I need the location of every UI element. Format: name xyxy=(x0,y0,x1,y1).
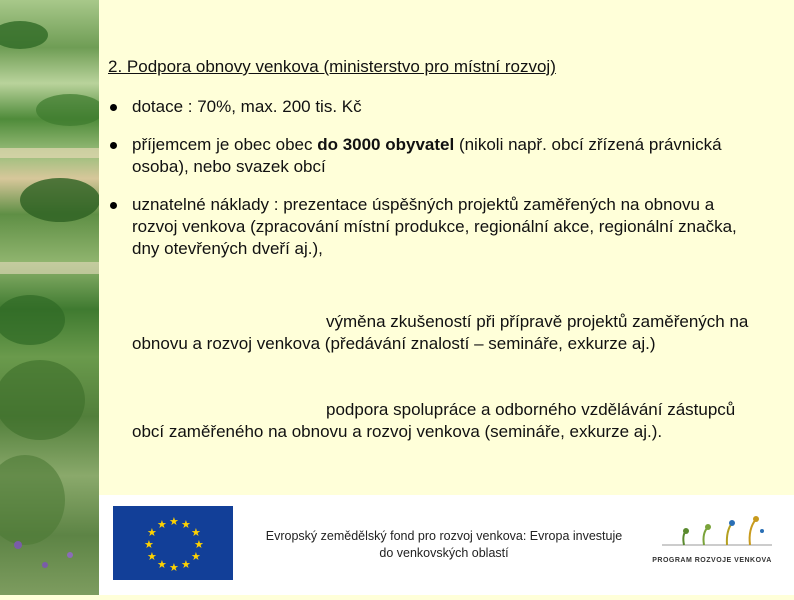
bullet-text: dotace : 70%, max. 200 tis. Kč xyxy=(132,97,362,116)
bullet-dot-icon xyxy=(110,104,117,111)
bullet-text-pre: příjemcem je obec obec xyxy=(132,135,318,154)
paragraph xyxy=(132,311,762,355)
bullet-text-strong: do 3000 obyvatel xyxy=(317,135,455,154)
bullet-text-post: (nikoli např. obcí zřízená právnická osoba), nebo svazek obcí xyxy=(132,135,722,176)
eu-star: ★ xyxy=(147,551,157,563)
eu-star: ★ xyxy=(194,539,204,551)
footer-text: Evropský zemědělský fond pro rozvoj venkova: Evropa investuje do venkovských oblastí xyxy=(265,529,623,560)
paragraph-text: výměna zkušeností při přípravě projektů zaměřených na obnovu a rozvoj venkova (předávání znalostí – semináře, exkurze aj.) xyxy=(132,312,749,353)
eu-star: ★ xyxy=(157,559,167,571)
eu-star: ★ xyxy=(147,527,157,539)
footer xyxy=(99,495,794,595)
bullet-item xyxy=(108,194,758,260)
landscape-photo-svg xyxy=(0,0,99,595)
eu-star: ★ xyxy=(157,519,167,531)
prv-logo-label: PROGRAM ROZVOJE VENKOVA xyxy=(652,557,772,564)
eu-flag-icon xyxy=(113,506,233,580)
bullet-dot-icon xyxy=(110,202,117,209)
eu-star-ring xyxy=(144,516,204,574)
slide-title: 2. Podpora obnovy venkova (ministerstvo pro místní rozvoj) xyxy=(108,57,556,76)
bullet-text: uznatelné náklady : prezentace úspěšných projektů zaměřených na obnovu a rozvoj venkova (zpracování místní produkce, regionální akce, regionální značka, dny otevřených dveří aj.), xyxy=(132,195,737,258)
bullet-item xyxy=(108,96,758,118)
eu-star: ★ xyxy=(181,559,191,571)
bullet-dot-icon xyxy=(110,142,117,149)
bullet-list xyxy=(108,96,758,276)
eu-star: ★ xyxy=(181,519,191,531)
program-rozvoje-venkova-logo xyxy=(642,509,782,581)
paragraph xyxy=(132,399,762,443)
eu-star: ★ xyxy=(169,562,179,574)
landscape-photo xyxy=(0,0,99,595)
paragraph-text: podpora spolupráce a odborného vzdělávání zástupců obcí zaměřeného na obnovu a rozvoj venkova (semináře, exkurze aj.). xyxy=(132,400,736,441)
prv-logo-graphic xyxy=(642,509,782,555)
eu-star: ★ xyxy=(169,516,179,528)
eu-star: ★ xyxy=(144,539,154,551)
eu-star: ★ xyxy=(191,551,201,563)
eu-star: ★ xyxy=(191,527,201,539)
bullet-item xyxy=(108,134,758,178)
eu-stars xyxy=(113,506,233,580)
